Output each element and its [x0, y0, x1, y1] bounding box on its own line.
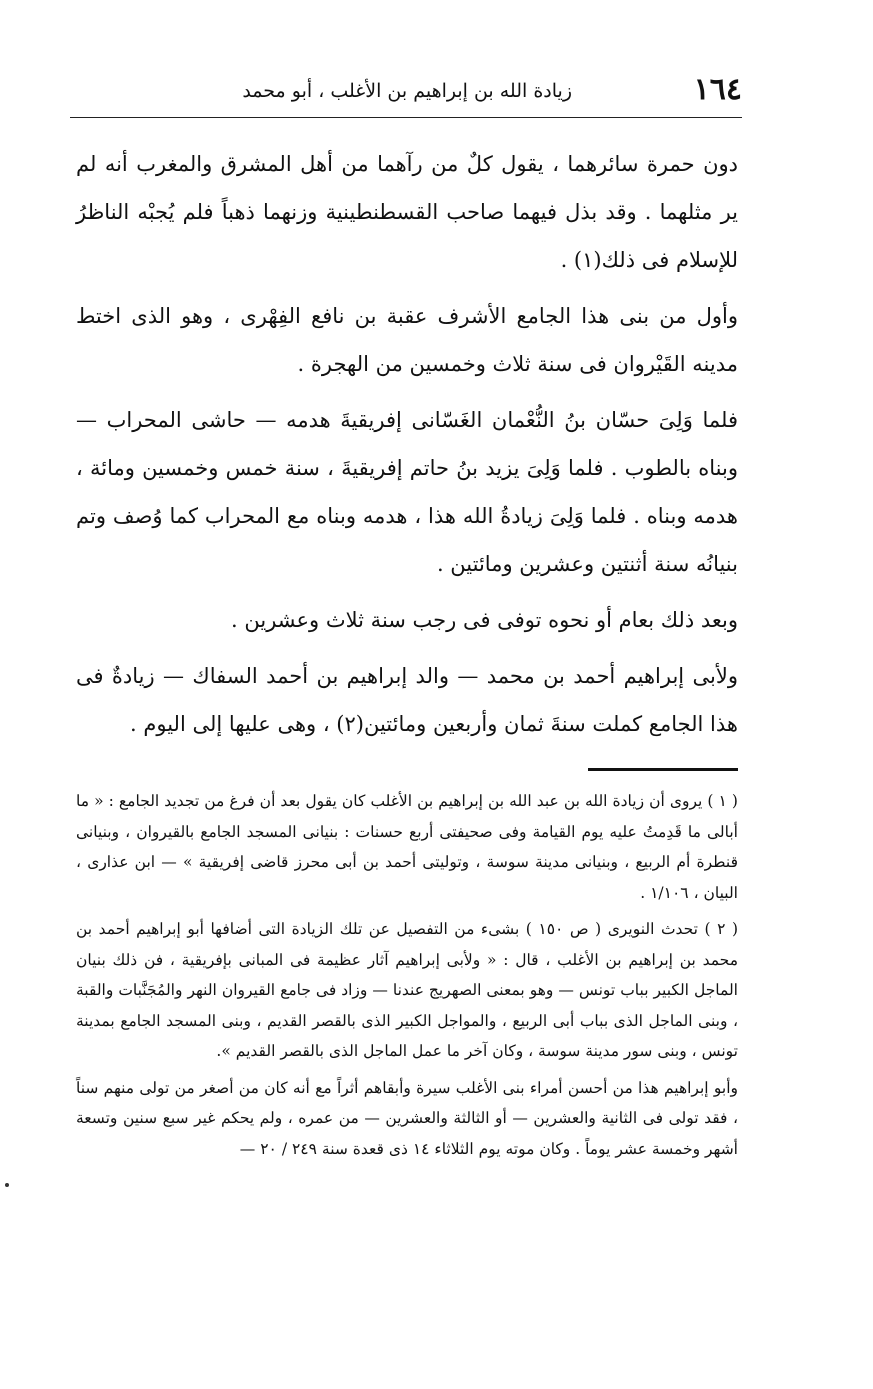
paragraph: وبعد ذلك بعام أو نحوه توفى فى رجب سنة ثلاث وعشرين . [231, 608, 738, 632]
footnote: وأبو إبراهيم هذا من أحسن أمراء بنى الأغلب سيرة وأبقاهم أثراً مع أنه كان من أصغر من تولى منهم سناً ، فقد تولى فى الثانية والعشرين — أو الثالثة والعشرين — من عمره ، ولم يحكم غير سبع سنين وتسعة أشهر وخمسة عشر يوماً . وكان موته يوم الثلاثاء ١٤ ذى قعدة سنة ٢٤٩ / ٢٠ — [76, 1078, 738, 1158]
page-number: ١٦٤ [693, 72, 742, 107]
page-dot [5, 1183, 9, 1187]
paragraph: وأول من بنى هذا الجامع الأشرف عقبة بن نافع الفِهْرى ، وهو الذى اختط مدينه القَيْروان فى سنة ثلاث وخمسين من الهجرة . [76, 304, 738, 376]
main-text [76, 140, 738, 756]
running-head: زيادة الله بن إبراهيم بن الأغلب ، أبو محمد [242, 80, 572, 102]
paragraph: دون حمرة سائرهما ، يقول كلٌ من رآهما من أهل المشرق والمغرب أنه لم ير مثلهما . وقد بذل فيهما صاحب القسطنطينية وزنهما ذهباً فلم يُجبْه الناظرُ للإسلام فى ذلك(١) . [76, 152, 738, 272]
paragraph: فلما وَلِىَ حسّان بنُ النُّعْمان الغَسّانى إفريقيةَ هدمه — حاشى المحراب — وبناه بالطوب . فلما وَلِىَ يزيد بنُ حاتم إفريقيةَ ، سنة خمس وخمسين ومائة ، هدمه وبناه . فلما وَلِىَ زيادةُ الله هذا ، هدمه وبناه مع المحراب كما وُصف وتم بنيانُه سنة أثنتين وعشرين ومائتين . [76, 408, 738, 576]
header-divider [70, 117, 742, 118]
footnote-divider [588, 768, 738, 771]
footnote: ( ٢ ) تحدث النويرى ( ص ١٥٠ ) بشىء من التفصيل عن تلك الزيادة التى أضافها أبو إبراهيم أحمد بن محمد بن إبراهيم بن الأغلب ، قال : « ولأبى إبراهيم آثار عظيمة فى المبانى بإفريقية ، فن ذلك بنيان الماجل الكبير بباب تونس — وهو بمعنى الصهريج عندنا — وزاد فى جامع القيروان النهر والمُجَنَّبات والقبة ، وبنى الماجل الذى بباب أبى الربيع ، والمواجل الكبير الذى بالقصر القديم ، وبنى المسجد الجامع بمدينة تونس ، وبنى سور مدينة سوسة ، وكان آخر ما عمل الماجل الذى بالقصر القديم ». [76, 920, 738, 1060]
footnotes [76, 786, 738, 1170]
paragraph: ولأبى إبراهيم أحمد بن محمد — والد إبراهيم بن أحمد السفاك — زيادةٌ فى هذا الجامع كملت سنةَ ثمان وأربعين ومائتين(٢) ، وهى عليها إلى اليوم . [76, 664, 738, 736]
page-header [70, 62, 742, 118]
footnote: ( ١ ) يروى أن زيادة الله بن عبد الله بن إبراهيم بن الأغلب كان يقول بعد أن فرغ من تجديد الجامع : « ما أبالى ما قَدِمتُ عليه يوم القيامة وفى صحيفتى أربع حسنات : بنيانى المسجد الجامع بالقيروان ، وبنيانى قنطرة أم الربيع ، وبنيانى مدينة سوسة ، وتوليتى أحمد بن أبى محرز قاضى إفريقية » — ابن عذارى ، البيان ، ١/١٠٦ . [76, 792, 738, 902]
